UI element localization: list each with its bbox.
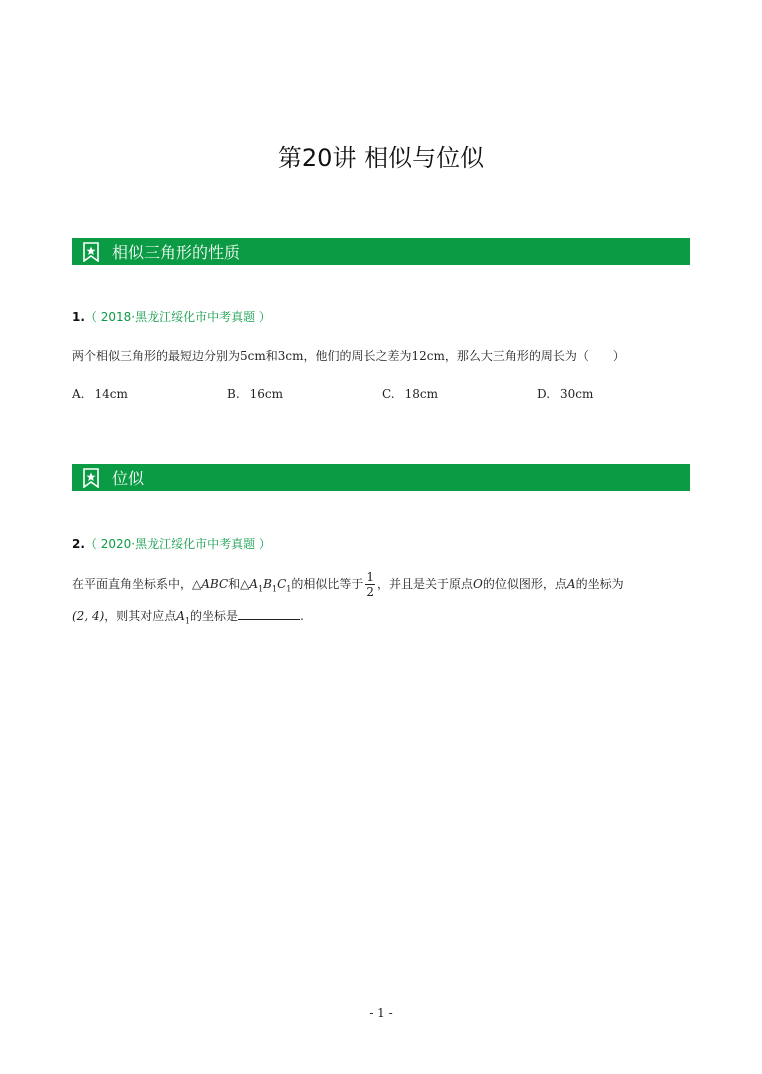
page-number: - 1 - xyxy=(369,1006,393,1020)
answer-blank[interactable] xyxy=(238,607,300,620)
page-title: 第20讲 相似与位似 xyxy=(277,144,485,172)
section-header-homothety xyxy=(72,464,690,491)
section-label: 相似三角形的性质 xyxy=(112,243,241,262)
section-label: 位似 xyxy=(112,469,145,488)
fraction: $\frac{1}{2}$ xyxy=(366,570,375,599)
question-1-header xyxy=(72,308,271,325)
question-source: （ 2018·黑龙江绥化市中考真题 ） xyxy=(84,310,271,324)
section-header-similar-triangles xyxy=(72,238,690,265)
bookmark-star-icon xyxy=(80,241,102,263)
option-b: B. 16cm xyxy=(227,387,284,401)
question-2-header xyxy=(72,535,271,552)
option-c: C. 18cm xyxy=(382,387,438,401)
question-1-text: 两个相似三角形的最短边分别为5cm和3cm，他们的周长之差为12cm，那么大三角形的周长为（ ） xyxy=(72,349,625,363)
question-2-text-line-1: 在平面直角坐标系中，△ABC和$\triangle A_1B_1C_1$的相似比等于 $\frac{1}{2}$ ，并且是关于原点O的位似图形，点A的坐标为 xyxy=(72,570,624,599)
bookmark-star-icon xyxy=(80,467,102,489)
question-number: 2. xyxy=(72,537,85,551)
option-a: A. 14cm xyxy=(72,387,128,401)
question-source: （ 2020·黑龙江绥化市中考真题 ） xyxy=(84,537,271,551)
option-d: D. 30cm xyxy=(537,387,594,401)
question-number: 1. xyxy=(72,310,85,324)
question-2-text-line-2: (2, 4)，则其对应点$A_1$的坐标是 . xyxy=(72,609,304,626)
